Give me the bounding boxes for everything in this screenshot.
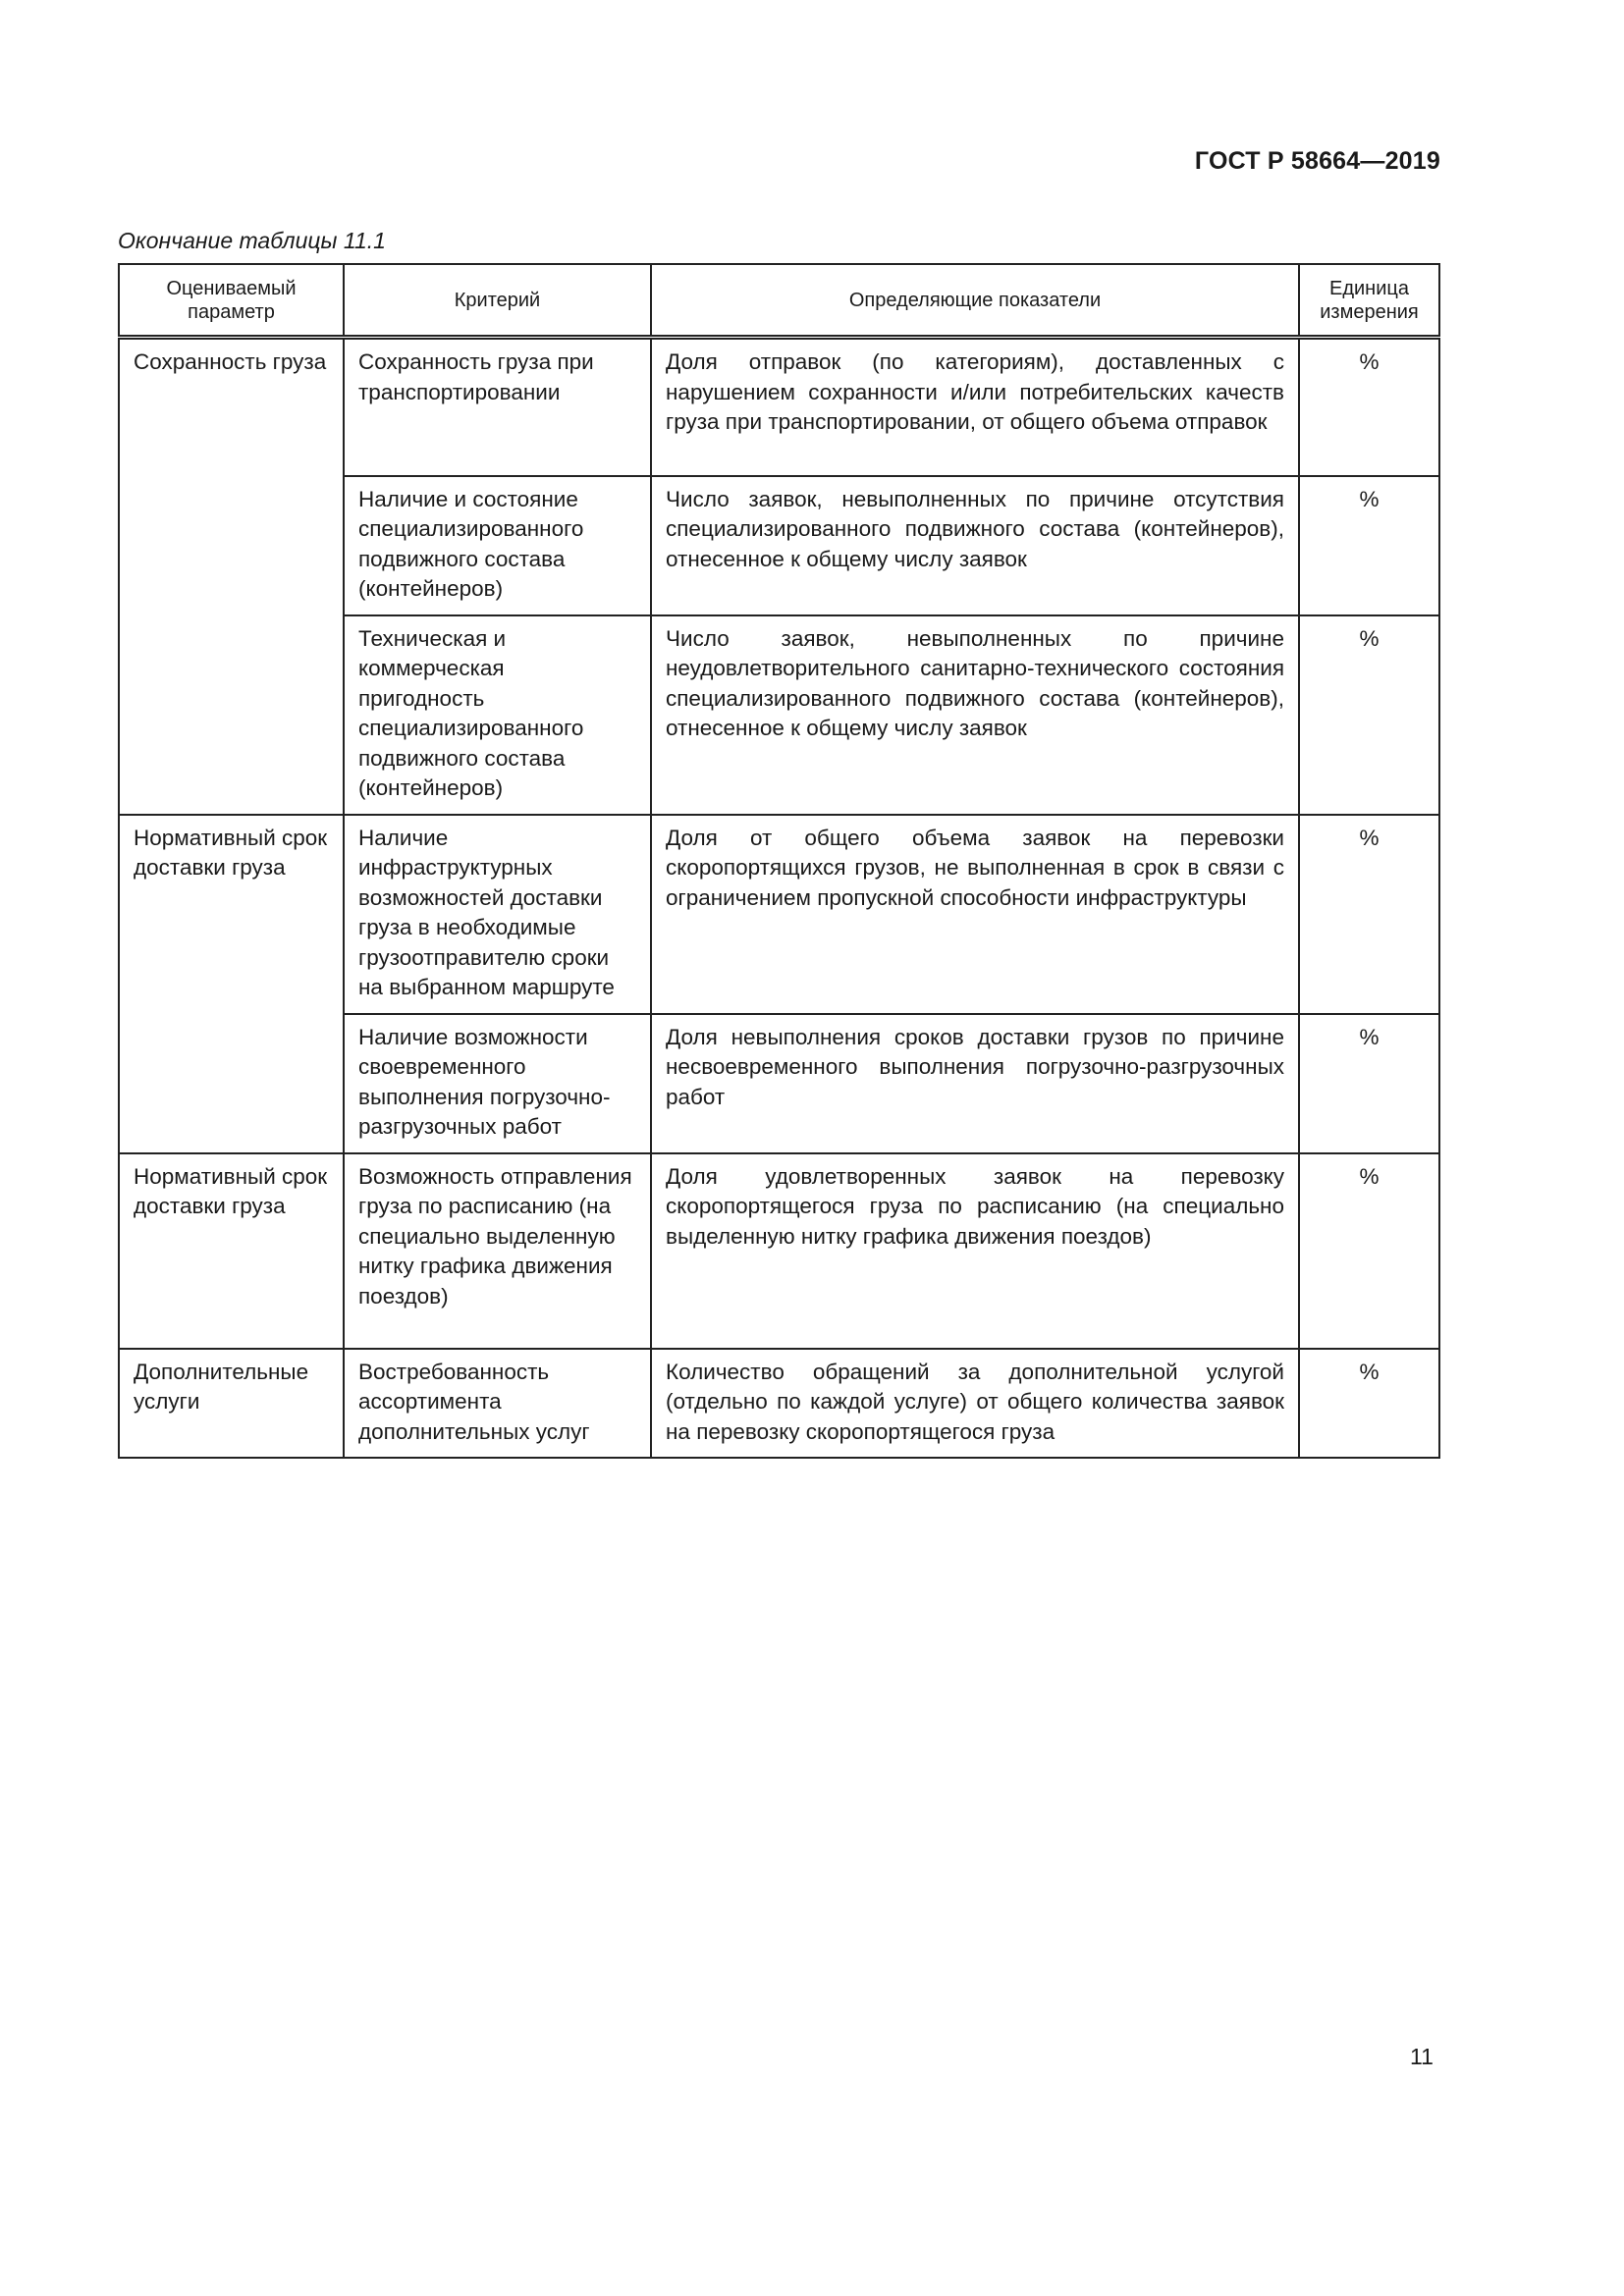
criteria-table [118,263,1440,1459]
parameter-cell: Сохранность груза [119,338,344,815]
table-row [119,338,1439,476]
unit-cell: % [1299,1153,1439,1349]
criterion-cell: Наличие возможности своевременного выполнения погрузочно-разгрузочных работ [344,1014,651,1153]
indicator-cell: Доля невыполнения сроков доставки грузов по причине несвоевременного выполнения погрузочно-разгрузочных работ [651,1014,1299,1153]
table-row [119,815,1439,1014]
table-caption: Окончание таблицы 11.1 [118,228,386,253]
criterion-cell: Возможность отправления груза по расписанию (на специально выделенную нитку графика движения поездов) [344,1153,651,1349]
parameter-cell: Дополнительные услуги [119,1349,344,1459]
column-header-unit: Единица измерения [1299,264,1439,338]
unit-cell: % [1299,1014,1439,1153]
column-header-criterion: Критерий [344,264,651,338]
criterion-cell: Наличие инфраструктурных возможностей доставки груза в необходимые грузоотправителю сроки на выбранном маршруте [344,815,651,1014]
unit-cell: % [1299,476,1439,615]
indicator-cell: Количество обращений за дополнительной услугой (отдельно по каждой услуге) от общего количества заявок на перевозку скоропортящегося груза [651,1349,1299,1459]
indicator-cell: Доля отправок (по категориям), доставленных с нарушением сохранности и/или потребительских качеств груза при транспортировании, от общего объема отправок [651,338,1299,476]
table-header-row [119,264,1439,338]
column-header-parameter: Оцениваемый параметр [119,264,344,338]
parameter-cell: Нормативный срок доставки груза [119,815,344,1153]
unit-cell: % [1299,815,1439,1014]
indicator-cell: Доля удовлетворенных заявок на перевозку скоропортящегося груза по расписанию (на специально выделенную нитку графика движения поездов) [651,1153,1299,1349]
page-number: 11 [1410,2044,1434,2069]
table-row [119,1153,1439,1349]
criterion-cell: Востребованность ассортимента дополнительных услуг [344,1349,651,1459]
column-header-indicators: Определяющие показатели [651,264,1299,338]
criterion-cell: Техническая и коммерческая пригодность специализированного подвижного состава (контейнеров) [344,615,651,815]
criterion-cell: Сохранность груза при транспортировании [344,338,651,476]
indicator-cell: Доля от общего объема заявок на перевозки скоропортящихся грузов, не выполненная в срок в связи с ограничением пропускной способности инфраструктуры [651,815,1299,1014]
criterion-cell: Наличие и состояние специализированного подвижного состава (контейнеров) [344,476,651,615]
parameter-cell: Нормативный срок доставки груза [119,1153,344,1349]
document-code: ГОСТ Р 58664—2019 [1194,147,1440,175]
unit-cell: % [1299,615,1439,815]
unit-cell: % [1299,338,1439,476]
table-row [119,1349,1439,1459]
indicator-cell: Число заявок, невыполненных по причине неудовлетворительного санитарно-технического состояния специализированного подвижного состава (контейнеров), отнесенное к общему числу заявок [651,615,1299,815]
unit-cell: % [1299,1349,1439,1459]
indicator-cell: Число заявок, невыполненных по причине отсутствия специализированного подвижного состава (контейнеров), отнесенное к общему числу заявок [651,476,1299,615]
